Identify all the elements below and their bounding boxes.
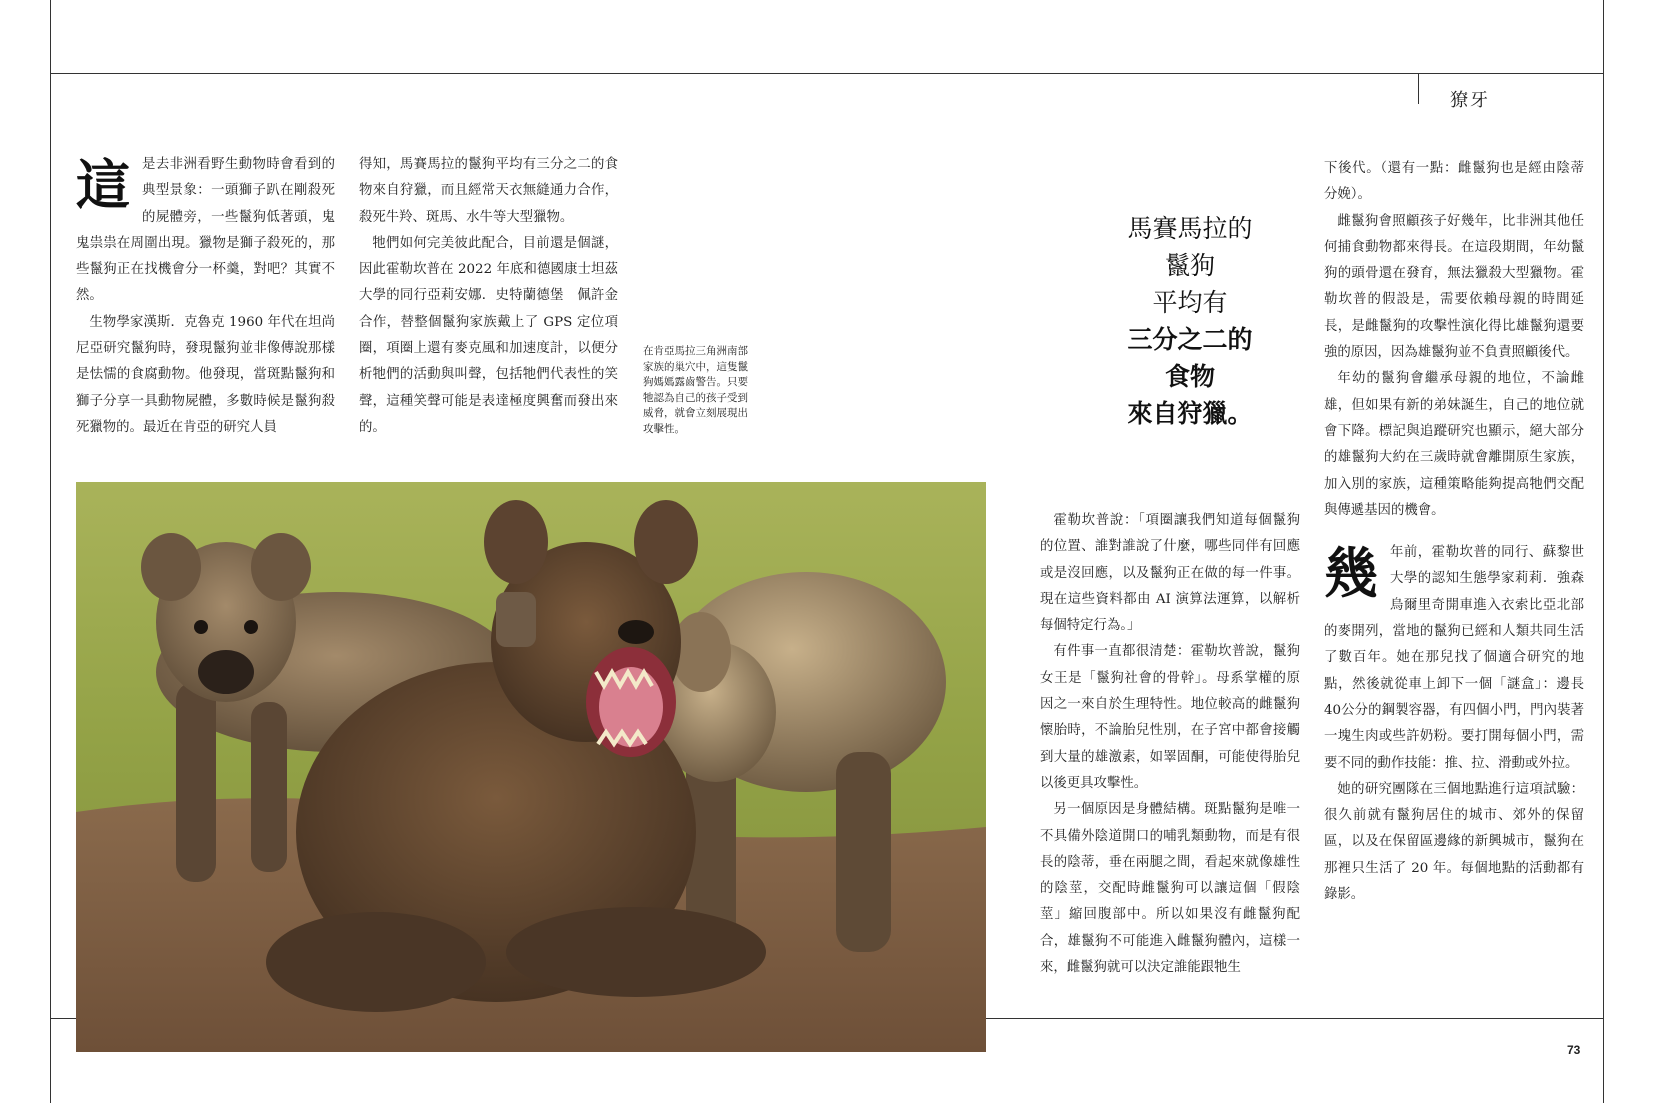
paragraph: 年幼的鬣狗會繼承母親的地位，不論雌雄，但如果有新的弟妹誕生，自己的地位就會下降。標記與追蹤研究也顯示，絕大部分的雄鬣狗大約在三歲時就會離開原生家族，加入別的家族，這種策略能夠提高牠們交配與傳遞基因的機會。 <box>1324 371 1584 518</box>
paragraph: 雌鬣狗會照顧孩子好幾年，比非洲其他任何捕食動物都來得長。在這段期間，年幼鬣狗的頭骨還在發育，無法獵殺大型獵物。霍勒坎普的假設是，需要依賴母親的時間延長，是雌鬣狗的攻擊性演化得比雄鬣狗還要強的原因，因為雄鬣狗並不負責照顧後代。 <box>1324 213 1584 361</box>
body-column-2 <box>359 152 618 441</box>
drop-cap: 幾 <box>1324 541 1378 606</box>
pull-quote <box>1085 210 1295 432</box>
paragraph: 得知，馬賽馬拉的鬣狗平均有三分之二的食物來自狩獵，而且經常天衣無縫通力合作，殺死牛羚、斑馬、水牛等大型獵物。 <box>359 157 618 225</box>
pull-quote-line: 鬣狗 <box>1164 251 1215 280</box>
paragraph: 牠們如何完美彼此配合，目前還是個謎，因此霍勒坎普在 2022 年底和德國康士坦茲大學的同行亞莉安娜．史特蘭德堡 佩許金合作，替整個鬣狗家族戴上了 GPS 定位項圈，項圈上還有麥克風和加速度計，以便分析牠們的活動與叫聲，包括牠們代表性的笑聲，這種笑聲可能是表達極度興奮而發出來的。 <box>359 235 618 435</box>
paragraph: 生物學家漢斯．克魯克 1960 年代在坦尚尼亞研究鬣狗時，發現鬣狗並非像傳說那樣是怯懦的食腐動物。他發現，當斑點鬣狗和獅子分享一具動物屍體，多數時候是鬣狗殺死獵物的。最近在肯亞的研究人員 <box>76 314 335 435</box>
drop-cap: 這 <box>76 153 130 217</box>
paragraph: 有件事一直都很清楚：霍勒坎普說，鬣狗女王是「鬣狗社會的骨幹」。母系掌權的原因之一來自於生理特性。地位較高的雌鬣狗懷胎時，不論胎兒性別，在子宮中都會接觸到大量的雄激素，如睪固酮，可能使得胎兒以後更具攻擊性。 <box>1040 644 1300 791</box>
section-tick <box>1418 73 1419 104</box>
hyena-photo <box>76 482 986 1052</box>
pull-quote-line: 三分之二的 <box>1127 325 1253 354</box>
paragraph: 年前，霍勒坎普的同行、蘇黎世大學的認知生態學家莉莉．強森 烏爾里奇開車進入衣索比亞北部的麥開列，當地的鬣狗已經和人類共同生活了數百年。她在那兒找了個適合研究的地點，然後就從車上卸下一個「謎盒」：邊長 40公分的鋼製容器，有四個小門，門內裝著一塊生肉或些許奶粉。要打開每個小門，需要不同的動作技能：推、拉、滑動或外拉。 <box>1324 545 1598 771</box>
photo-caption: 在肯亞馬拉三角洲南部家族的巢穴中，這隻鬣狗媽媽露齒警告。只要牠認為自己的孩子受到威脅，就會立刻展現出攻擊性。 <box>643 345 748 435</box>
paragraph: 霍勒坎普說：「項圈讓我們知道每個鬣狗的位置、誰對誰說了什麼，哪些同伴有回應或是沒回應，以及鬣狗正在做的每一件事。現在這些資料都由 AI 演算法運算，以解析每個特定行為。」 <box>1040 513 1300 634</box>
paragraph: 下後代。（還有一點：雌鬣狗也是經由陰蒂分娩）。 <box>1324 161 1584 203</box>
left-border <box>50 0 51 1103</box>
body-column-4 <box>1324 156 1598 908</box>
pull-quote-line: 來自狩獵。 <box>1127 399 1253 428</box>
pull-quote-line: 馬賽馬拉的 <box>1127 214 1253 243</box>
hyena-illustration <box>76 482 986 1052</box>
gps-collar <box>496 592 536 647</box>
top-rule <box>50 73 1604 74</box>
pull-quote-line: 食物 <box>1164 362 1215 391</box>
body-column-1 <box>76 152 335 441</box>
paragraph: 是去非洲看野生動物時會看到的典型景象：一頭獅子趴在剛殺死的屍體旁，一些鬣狗低著頭，鬼鬼祟祟在周圍出現。獵物是獅子殺死的，那些鬣狗正在找機會分一杯羹，對吧？其實不然。 <box>76 157 335 304</box>
pull-quote-line: 平均有 <box>1152 288 1228 317</box>
page-number: 73 <box>1567 1043 1581 1057</box>
paragraph: 她的研究團隊在三個地點進行這項試驗：很久前就有鬣狗居住的城市、郊外的保留區，以及在保留區邊緣的新興城市，鬣狗在那裡只生活了 20 年。每個地點的活動都有錄影。 <box>1324 781 1584 903</box>
paragraph: 另一個原因是身體結構。斑點鬣狗是唯一不具備外陰道開口的哺乳類動物，而是有很長的陰蒂，垂在兩腿之間，看起來就像雄性的陰莖，交配時雌鬣狗可以讓這個「假陰莖」縮回腹部中。所以如果沒有雌鬣狗配合，雄鬣狗不可能進入雌鬣狗體內，這樣一來，雌鬣狗就可以決定誰能跟牠生 <box>1040 802 1300 976</box>
section-label: 獠牙 <box>1450 90 1490 111</box>
body-column-3 <box>1040 508 1300 981</box>
right-border <box>1603 0 1604 1103</box>
